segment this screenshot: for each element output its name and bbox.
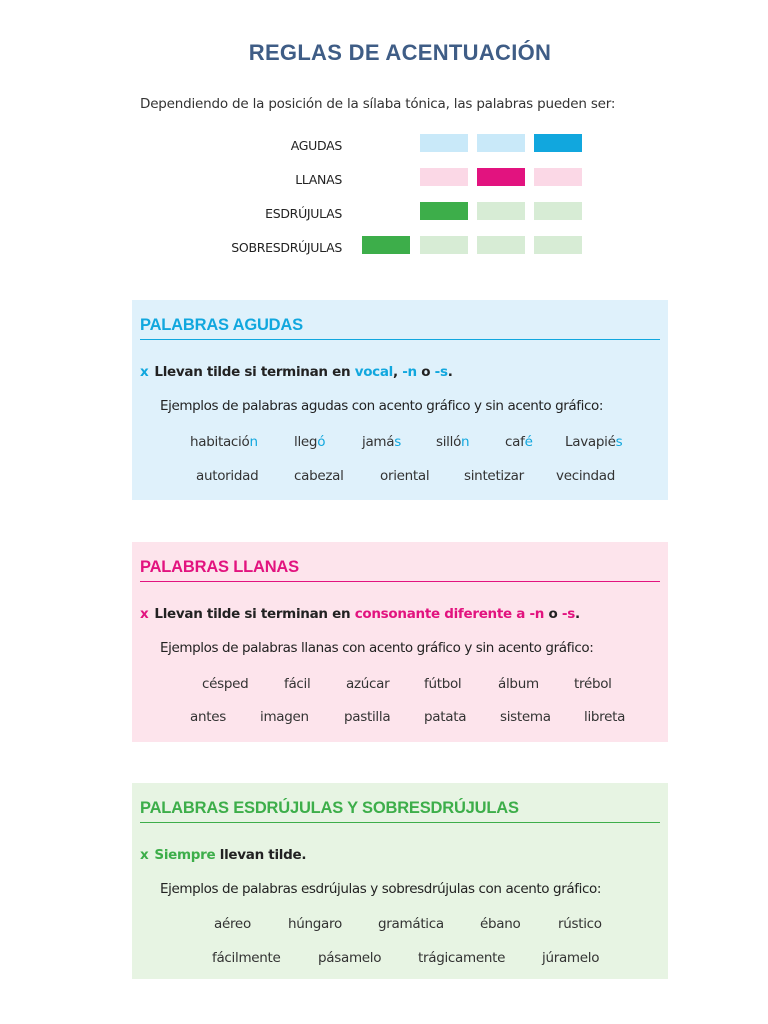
rule-highlight: -s <box>434 364 448 380</box>
example-word: libreta <box>584 709 626 725</box>
example-word: fútbol <box>424 676 462 692</box>
rule-highlight: -n <box>402 364 417 380</box>
example-word: júramelo <box>542 950 600 966</box>
example-word: habitación <box>190 434 258 450</box>
syllable-box <box>534 168 582 186</box>
example-word: jamás <box>362 434 401 450</box>
example-word: fácilmente <box>212 950 281 966</box>
example-word: pastilla <box>344 709 391 725</box>
diagram-row-agudas <box>0 128 768 162</box>
example-word: trágicamente <box>418 950 506 966</box>
example-word: sintetizar <box>464 468 524 484</box>
example-word: césped <box>202 676 249 692</box>
example-word: azúcar <box>346 676 390 692</box>
rule-text <box>140 364 453 380</box>
example-word: fácil <box>284 676 311 692</box>
bullet-x-icon: x <box>140 606 149 622</box>
syllable-box <box>477 202 525 220</box>
syllable-box <box>420 236 468 254</box>
rule-highlight: Siempre <box>154 847 216 863</box>
example-word: cabezal <box>294 468 344 484</box>
stressed-syllable-box <box>534 134 582 152</box>
stressed-syllable-box <box>420 202 468 220</box>
bullet-x-icon: x <box>140 364 149 380</box>
example-word: Lavapiés <box>565 434 623 450</box>
example-word: oriental <box>380 468 430 484</box>
intro-text: Dependiendo de la posición de la sílaba tónica, las palabras pueden ser: <box>140 96 616 112</box>
rule-separator: o <box>416 364 435 380</box>
section-divider <box>140 581 660 582</box>
diagram-label: LLANAS <box>295 172 342 187</box>
syllable-diagram <box>0 128 768 268</box>
examples-intro: Ejemplos de palabras llanas con acento gráfico y sin acento gráfico: <box>160 640 594 656</box>
example-word: café <box>505 434 533 450</box>
section-divider <box>140 822 660 823</box>
examples-intro: Ejemplos de palabras esdrújulas y sobresdrújulas con acento gráfico: <box>160 881 601 897</box>
example-word: autoridad <box>196 468 259 484</box>
rule-highlight: vocal <box>354 364 394 380</box>
panel-agudas <box>132 300 668 500</box>
example-word: sillón <box>436 434 470 450</box>
panel-llanas <box>132 542 668 742</box>
rule-rest: llevan tilde. <box>215 847 307 863</box>
stressed-syllable-box <box>477 168 525 186</box>
syllable-box <box>477 134 525 152</box>
example-word: vecindad <box>556 468 616 484</box>
rule-prefix: Llevan tilde si terminan en <box>154 606 355 622</box>
example-word: patata <box>424 709 467 725</box>
example-word: rústico <box>558 916 602 932</box>
rule-highlight: consonante diferente a -n <box>354 606 545 622</box>
syllable-box <box>420 168 468 186</box>
rule-highlight: -s <box>561 606 575 622</box>
diagram-label: SOBRESDRÚJULAS <box>231 240 342 255</box>
rule-separator: o <box>544 606 562 622</box>
page-title: REGLAS DE ACENTUACIÓN <box>248 40 552 65</box>
stressed-syllable-box <box>362 236 410 254</box>
syllable-box <box>534 236 582 254</box>
rule-end: . <box>574 606 580 622</box>
bullet-x-icon: x <box>140 847 149 863</box>
diagram-row-sobresdrujulas <box>0 230 768 264</box>
diagram-label: AGUDAS <box>290 138 342 153</box>
section-heading: PALABRAS ESDRÚJULAS Y SOBRESDRÚJULAS <box>140 799 519 817</box>
example-word: antes <box>190 709 226 725</box>
example-word: álbum <box>498 676 539 692</box>
syllable-box <box>420 134 468 152</box>
example-word: gramática <box>378 916 444 932</box>
section-heading: PALABRAS LLANAS <box>140 558 299 576</box>
rule-text <box>140 606 580 622</box>
syllable-box <box>534 202 582 220</box>
panel-esdrujulas <box>132 783 668 979</box>
examples-intro: Ejemplos de palabras agudas con acento gráfico y sin acento gráfico: <box>160 398 603 414</box>
section-heading: PALABRAS AGUDAS <box>140 316 303 334</box>
diagram-row-esdrujulas <box>0 196 768 230</box>
example-word: húngaro <box>288 916 342 932</box>
example-word: sistema <box>500 709 551 725</box>
example-word: aéreo <box>214 916 251 932</box>
rule-separator: , <box>393 364 403 380</box>
example-word: trébol <box>574 676 612 692</box>
rule-prefix: Llevan tilde si terminan en <box>154 364 355 380</box>
rule-end: . <box>447 364 453 380</box>
rule-text <box>140 847 306 863</box>
diagram-label: ESDRÚJULAS <box>265 206 342 221</box>
example-word: llegó <box>294 434 326 450</box>
example-word: pásamelo <box>318 950 382 966</box>
example-word: ébano <box>480 916 521 932</box>
diagram-row-llanas <box>0 162 768 196</box>
syllable-box <box>477 236 525 254</box>
section-divider <box>140 339 660 340</box>
example-word: imagen <box>260 709 309 725</box>
